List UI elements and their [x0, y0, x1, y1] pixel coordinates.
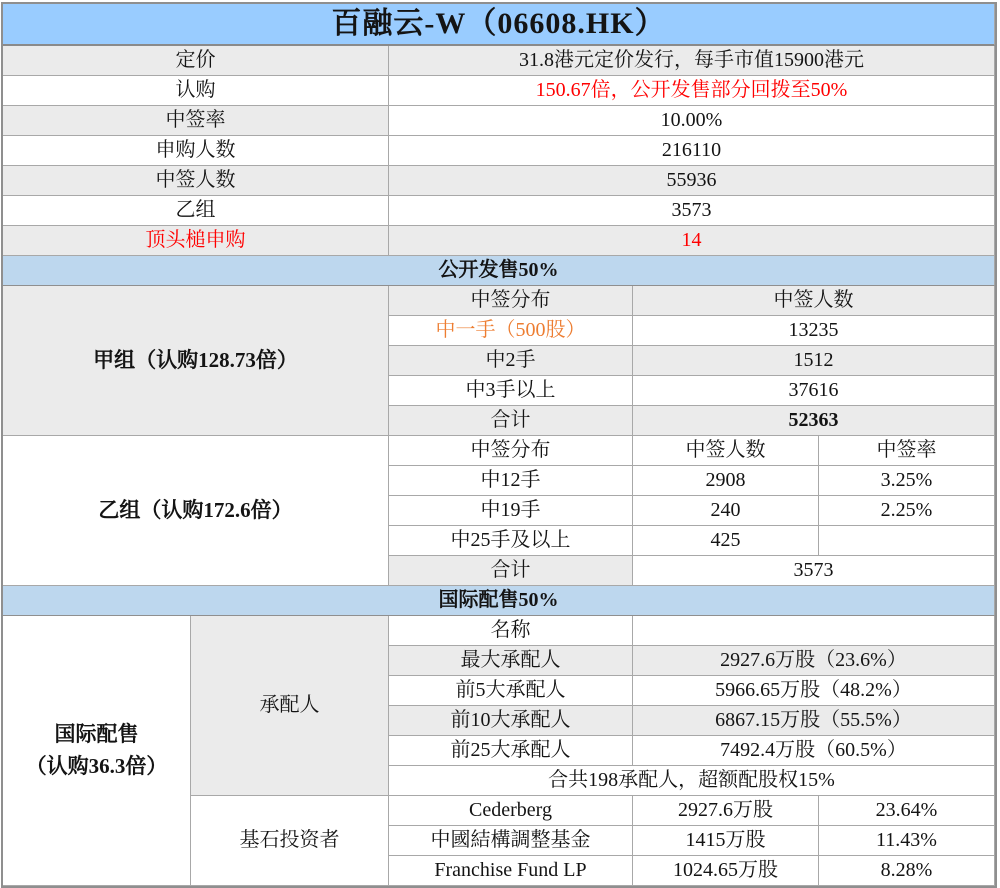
investor-shares: 2927.6万股: [633, 796, 819, 826]
name-header-cell: 名称: [389, 616, 633, 646]
placee-row-value: 5966.65万股（48.2%）: [633, 676, 995, 706]
col-header-distribution: 中签分布: [389, 436, 633, 466]
intl-group-label-line2: （认购36.3倍）: [25, 753, 168, 778]
summary-label: 中签人数: [3, 166, 389, 196]
investor-name: 中國結構調整基金: [389, 826, 633, 856]
distribution-cell: 中一手（500股）: [389, 316, 633, 346]
summary-label: 认购: [3, 76, 389, 106]
intl-group-label: [3, 616, 191, 886]
winners-cell: 240: [633, 496, 819, 526]
winners-cell: 13235: [633, 316, 995, 346]
investor-percent: 8.28%: [819, 856, 995, 886]
cornerstone-label: 基石投资者: [191, 796, 389, 886]
name-header-value-cell: [633, 616, 995, 646]
placee-row-label: 前10大承配人: [389, 706, 633, 736]
group-a-label: 甲组（认购128.73倍）: [3, 286, 389, 436]
stock-title: 百融云-W（06608.HK）: [3, 4, 995, 46]
col-header-winners: 中签人数: [633, 286, 995, 316]
col-header-rate: 中签率: [819, 436, 995, 466]
winners-cell: 425: [633, 526, 819, 556]
summary-value: 14: [389, 226, 995, 256]
placee-row-value: 2927.6万股（23.6%）: [633, 646, 995, 676]
rate-cell: 2.25%: [819, 496, 995, 526]
investor-percent: 11.43%: [819, 826, 995, 856]
distribution-cell: 合计: [389, 556, 633, 586]
col-header-distribution: 中签分布: [389, 286, 633, 316]
placee-row-value: 6867.15万股（55.5%）: [633, 706, 995, 736]
summary-label: 申购人数: [3, 136, 389, 166]
distribution-cell: 中25手及以上: [389, 526, 633, 556]
group-b-label: 乙组（认购172.6倍）: [3, 436, 389, 586]
col-header-winners: 中签人数: [633, 436, 819, 466]
placees-label: 承配人: [191, 616, 389, 796]
summary-value: 55936: [389, 166, 995, 196]
investor-percent: 23.64%: [819, 796, 995, 826]
distribution-cell: 中19手: [389, 496, 633, 526]
summary-value: 150.67倍，公开发售部分回拨至50%: [389, 76, 995, 106]
section-header-international: 国际配售50%: [3, 586, 995, 616]
summary-label: 顶头槌申购: [3, 226, 389, 256]
distribution-cell: 中12手: [389, 466, 633, 496]
summary-label: 定价: [3, 46, 389, 76]
summary-value: 3573: [389, 196, 995, 226]
distribution-cell: 中3手以上: [389, 376, 633, 406]
rate-cell: 3.25%: [819, 466, 995, 496]
placee-row-label: 前5大承配人: [389, 676, 633, 706]
investor-shares: 1415万股: [633, 826, 819, 856]
section-header-public-offering: 公开发售50%: [3, 256, 995, 286]
winners-cell: 37616: [633, 376, 995, 406]
investor-name: Cederberg: [389, 796, 633, 826]
ipo-allotment-table: [1, 2, 997, 888]
distribution-cell: 中2手: [389, 346, 633, 376]
winners-cell: 2908: [633, 466, 819, 496]
summary-value: 216110: [389, 136, 995, 166]
rate-cell: [819, 526, 995, 556]
summary-value: 31.8港元定价发行，每手市值15900港元: [389, 46, 995, 76]
investor-name: Franchise Fund LP: [389, 856, 633, 886]
placees-footnote: 合共198承配人，超额配股权15%: [389, 766, 995, 796]
intl-group-label-line1: 国际配售: [54, 722, 139, 746]
winners-total-cell: 52363: [633, 406, 995, 436]
summary-label: 中签率: [3, 106, 389, 136]
summary-value: 10.00%: [389, 106, 995, 136]
winners-cell: 1512: [633, 346, 995, 376]
placee-row-label: 最大承配人: [389, 646, 633, 676]
placee-row-label: 前25大承配人: [389, 736, 633, 766]
placee-row-value: 7492.4万股（60.5%）: [633, 736, 995, 766]
winners-total-cell: 3573: [633, 556, 995, 586]
investor-shares: 1024.65万股: [633, 856, 819, 886]
summary-label: 乙组: [3, 196, 389, 226]
distribution-cell: 合计: [389, 406, 633, 436]
